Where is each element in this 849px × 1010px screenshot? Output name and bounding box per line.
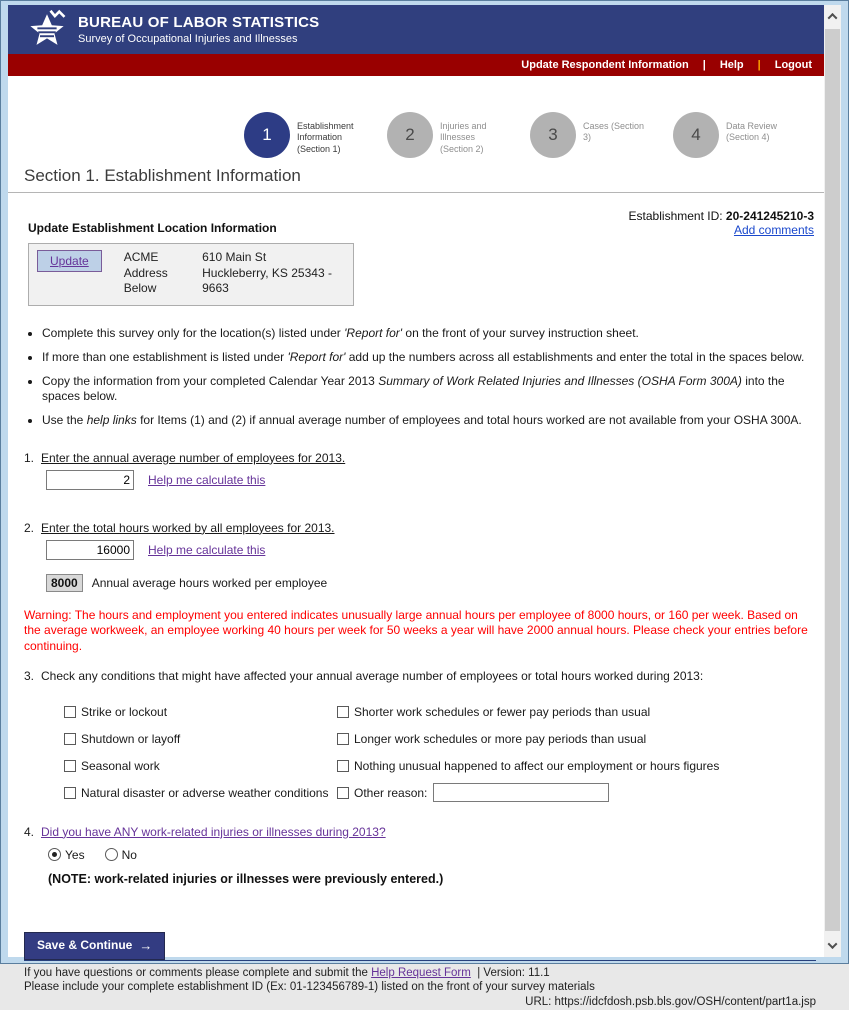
footer-id-note: Please include your complete establishment ID (Ex: 01-123456789-1) listed on the front of your survey materials — [24, 980, 595, 993]
nav-update-respondent-link[interactable]: Update Respondent Information — [521, 59, 689, 71]
q2-label: Enter the total hours worked by all employees for 2013. — [41, 520, 335, 535]
nav-separator: | — [702, 59, 706, 71]
hours-warning-message: Warning: The hours and employment you entered indicates unusually large annual hours per employee of 8000 hours, or 160 per week. Based on the average workweek, an employee working 40 hours per week for 50 weeks a year will have 2000 annual hours. Please check your entries before continuing. — [24, 607, 808, 653]
instruction-list — [42, 326, 824, 437]
footer-separator: | — [477, 966, 481, 979]
save-continue-button[interactable]: Save & Continue → — [24, 932, 165, 960]
establishment-id-value: 20-241245210-3 — [725, 209, 814, 223]
step-3-label: Cases (Section 3) — [583, 121, 645, 143]
checkbox-label: Seasonal work — [81, 758, 160, 773]
establishment-address: 610 Main St Huckleberry, KS 25343 - 9663 — [202, 250, 332, 296]
checkbox-label: Nothing unusual happened to affect our employment or hours figures — [354, 758, 720, 773]
page-footer — [8, 960, 824, 1010]
step-3-circle: 3 — [530, 112, 576, 158]
title-divider — [8, 192, 824, 193]
instruction-item: • If more than one establishment is listed under 'Report for' add up the numbers across all establishments and enter the total in the spaces below. — [42, 350, 824, 365]
checkbox-longer-work-schedules[interactable] — [337, 733, 349, 745]
step-1-label: Establishment Information (Section 1) — [297, 121, 354, 154]
checkbox-strike-or-lockout[interactable] — [64, 706, 76, 718]
version-label: Version: 11.1 — [483, 966, 550, 979]
add-comments-link[interactable]: Add comments — [733, 223, 814, 237]
other-reason-label: Other reason: — [354, 785, 428, 800]
checkbox-shutdown-or-layoff[interactable] — [64, 733, 76, 745]
update-location-heading: Update Establishment Location Information — [28, 221, 277, 235]
q4-yes-option[interactable]: Yes — [48, 848, 85, 862]
page — [8, 5, 824, 1009]
checkbox-natural-disaster[interactable] — [64, 787, 76, 799]
establishment-id: Establishment ID: 20-241245210-3 — [628, 209, 814, 223]
q4-yes-radio[interactable] — [48, 848, 61, 861]
establishment-address-box — [28, 243, 354, 306]
step-data-review[interactable] — [673, 112, 790, 158]
footer-help-line: If you have questions or comments please complete and submit the Help Request Form | Version: 11.1 — [24, 966, 550, 979]
checkbox-seasonal-work[interactable] — [64, 760, 76, 772]
q1-label: Enter the annual average number of employees for 2013. — [41, 450, 346, 465]
step-1-circle: 1 — [244, 112, 290, 158]
q4-no-radio[interactable] — [105, 848, 118, 861]
app-subtitle: Survey of Occupational Injuries and Illnesses — [78, 33, 298, 45]
q1-number: 1. — [24, 450, 35, 465]
nav-logout-link[interactable]: Logout — [774, 59, 812, 71]
instruction-item: • Copy the information from your completed Calendar Year 2013 Summary of Work Related Injuries and Illnesses (OSHA Form 300A) into the spaces below. — [42, 374, 824, 404]
checkbox-label: Strike or lockout — [81, 704, 168, 719]
bls-star-logo-icon — [26, 9, 68, 51]
checkbox-label: Shutdown or layoff — [81, 731, 181, 746]
q1-employees-input[interactable] — [46, 470, 134, 490]
q4-label-link[interactable]: Did you have ANY work-related injuries or illnesses during 2013? — [41, 824, 386, 839]
footer-url: URL: https://idcfdosh.psb.bls.gov/OSH/content/part1a.jsp — [525, 996, 816, 1009]
progress-steps — [244, 112, 790, 158]
checkbox-nothing-unusual[interactable] — [337, 760, 349, 772]
top-nav-bar — [8, 54, 824, 76]
q3-label: Check any conditions that might have affected your annual average number of employees or total hours worked during 2013: — [41, 668, 704, 683]
nav-separator: | — [757, 59, 761, 71]
checkbox-label: Shorter work schedules or fewer pay periods than usual — [354, 704, 651, 719]
scroll-down-button[interactable] — [824, 937, 841, 954]
step-4-label: Data Review (Section 4) — [726, 121, 778, 143]
vertical-scrollbar[interactable] — [824, 5, 841, 957]
step-establishment-information[interactable] — [244, 112, 361, 158]
annual-hours-computed-value: 8000 — [46, 574, 83, 592]
instruction-item: • Complete this survey only for the location(s) listed under 'Report for' on the front of your survey instruction sheet. — [42, 326, 824, 341]
update-address-button[interactable]: Update — [37, 250, 102, 272]
scrollbar-thumb[interactable] — [825, 29, 840, 931]
scroll-up-button[interactable] — [824, 8, 841, 25]
checkbox-label: Longer work schedules or more pay periods than usual — [354, 731, 647, 746]
step-injuries-illnesses[interactable] — [387, 112, 504, 158]
step-cases[interactable] — [530, 112, 647, 158]
chevron-up-icon — [828, 13, 838, 23]
nav-help-link[interactable]: Help — [719, 59, 744, 71]
q2-total-hours-input[interactable] — [46, 540, 134, 560]
step-2-circle: 2 — [387, 112, 433, 158]
q3-conditions-grid — [64, 703, 824, 802]
checkbox-other-reason[interactable] — [337, 787, 349, 799]
q4-note: (NOTE: work-related injuries or illnesses were previously entered.) — [48, 871, 444, 886]
q2-number: 2. — [24, 520, 35, 535]
help-request-form-link[interactable]: Help Request Form — [371, 966, 471, 979]
arrow-right-icon: → — [139, 937, 153, 953]
footer-divider — [24, 960, 816, 961]
q4-number: 4. — [24, 824, 35, 839]
q1-help-calculate-link[interactable]: Help me calculate this — [148, 472, 266, 487]
establishment-name: ACME Address Below — [123, 250, 168, 296]
chevron-down-icon — [828, 939, 838, 949]
checkbox-shorter-work-schedules[interactable] — [337, 706, 349, 718]
app-title: BUREAU OF LABOR STATISTICS — [78, 14, 320, 31]
page-title: Section 1. Establishment Information — [24, 166, 301, 185]
step-4-circle: 4 — [673, 112, 719, 158]
other-reason-input[interactable] — [433, 783, 609, 802]
step-2-label: Injuries and Illnesses (Section 2) — [440, 121, 487, 154]
annual-hours-computed-label: Annual average hours worked per employee — [91, 575, 328, 590]
q4-no-option[interactable]: No — [105, 848, 137, 862]
instruction-item: • Use the help links for Items (1) and (2) if annual average number of employees and total hours worked are not available from your OSHA 300A. — [42, 413, 824, 428]
checkbox-label: Natural disaster or adverse weather conditions — [81, 785, 329, 800]
q2-help-calculate-link[interactable]: Help me calculate this — [148, 542, 266, 557]
header-banner — [8, 5, 824, 54]
q3-number: 3. — [24, 668, 35, 683]
